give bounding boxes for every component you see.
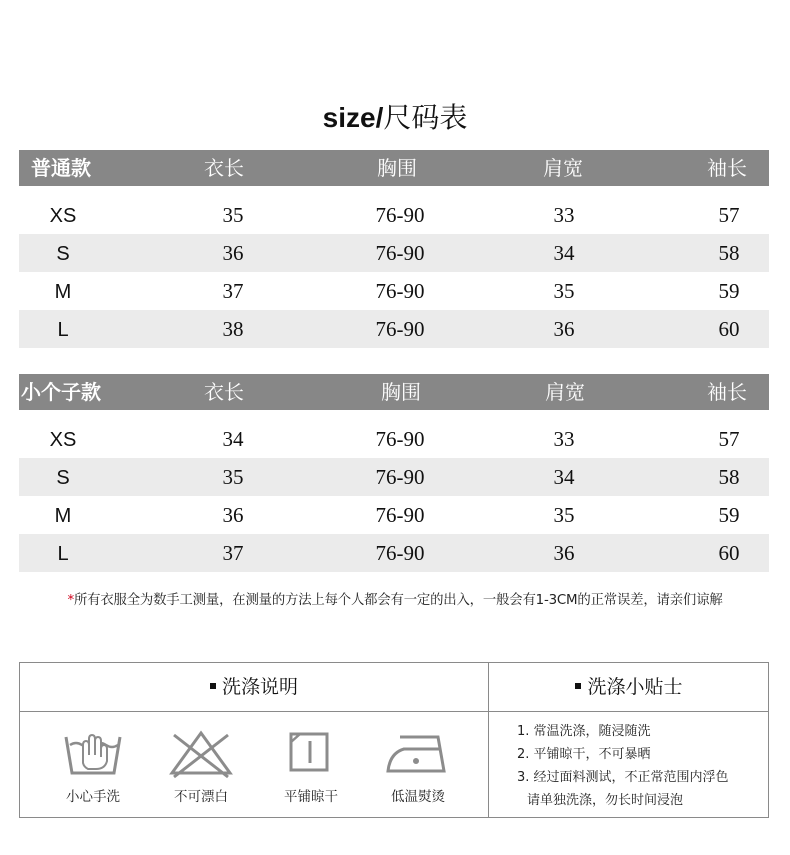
square-bullet-icon xyxy=(575,683,581,689)
length-value: 37 xyxy=(222,279,244,303)
shoulder-value: 36 xyxy=(553,541,575,565)
square-bullet-icon xyxy=(210,683,216,689)
size-label: M xyxy=(54,505,72,527)
table-row xyxy=(19,534,769,572)
size-label: L xyxy=(57,319,69,341)
list-item: 1. 常温洗涤，随浸随洗 xyxy=(517,724,651,739)
length-value: 35 xyxy=(222,465,244,489)
size-label: S xyxy=(56,243,70,265)
wash-instructions-header: 洗涤说明 xyxy=(20,663,488,711)
length-value: 36 xyxy=(222,241,244,265)
table-row xyxy=(19,310,769,348)
size-label: S xyxy=(56,467,70,489)
length-value: 37 xyxy=(222,541,244,565)
dry-flat-icon xyxy=(274,727,344,779)
shoulder-value: 36 xyxy=(553,317,575,341)
length-value: 38 xyxy=(222,317,244,341)
sleeve-value: 59 xyxy=(718,279,740,303)
size-label: XS xyxy=(49,429,77,451)
table-header xyxy=(19,150,769,186)
chest-value: 76-90 xyxy=(375,279,425,303)
list-item: 3. 经过面料测试，不正常范围内浮色 xyxy=(517,770,729,785)
shoulder-value: 35 xyxy=(553,503,575,527)
length-value: 35 xyxy=(222,203,244,227)
low-iron-icon xyxy=(382,727,452,779)
col-sleeve: 袖长 xyxy=(707,156,747,180)
wash-tips-header: 洗涤小贴士 xyxy=(489,663,769,711)
col-chest: 胸围 xyxy=(377,156,417,180)
title-cn: 尺码表 xyxy=(383,101,468,134)
col-shoulder: 肩宽 xyxy=(545,380,585,404)
table-row xyxy=(19,458,769,496)
table-row xyxy=(19,420,769,458)
col-length: 衣长 xyxy=(204,380,244,404)
chest-value: 76-90 xyxy=(375,427,425,451)
hand-wash-icon xyxy=(58,727,128,779)
no-bleach-icon xyxy=(166,727,236,779)
table-name: 普通款 xyxy=(31,156,91,180)
col-chest: 胸围 xyxy=(381,380,421,404)
page-title xyxy=(0,98,790,138)
length-value: 34 xyxy=(222,427,244,451)
table-row xyxy=(19,234,769,272)
shoulder-value: 33 xyxy=(553,203,575,227)
title-slash: / xyxy=(375,102,384,133)
sleeve-value: 59 xyxy=(718,503,740,527)
note-star: * xyxy=(67,593,74,608)
size-label: M xyxy=(54,281,72,303)
table-name: 小个子款 xyxy=(21,380,101,404)
table-row xyxy=(19,196,769,234)
size-label: L xyxy=(57,543,69,565)
title-en: size xyxy=(322,102,376,133)
divider xyxy=(20,711,768,712)
sleeve-value: 58 xyxy=(718,241,740,265)
note-text: 所有衣服全为数手工测量，在测量的方法上每个人都会有一定的出入，一般会有1-3CM的正常误差，请亲们谅解 xyxy=(73,593,723,608)
table-header xyxy=(19,374,769,410)
size-table-regular xyxy=(19,150,769,348)
wash-tips-list xyxy=(517,720,729,812)
shoulder-value: 35 xyxy=(553,279,575,303)
length-value: 36 xyxy=(222,503,244,527)
list-item: 2. 平铺晾干，不可暴晒 xyxy=(517,747,651,762)
chest-value: 76-90 xyxy=(375,465,425,489)
shoulder-value: 33 xyxy=(553,427,575,451)
table-row xyxy=(19,496,769,534)
sleeve-value: 60 xyxy=(718,541,740,565)
chest-value: 76-90 xyxy=(375,541,425,565)
sleeve-value: 57 xyxy=(718,427,740,451)
sleeve-value: 60 xyxy=(718,317,740,341)
list-item: 请单独洗涤，勿长时间浸泡 xyxy=(527,793,684,808)
chest-value: 76-90 xyxy=(375,203,425,227)
col-sleeve: 袖长 xyxy=(707,380,747,404)
shoulder-value: 34 xyxy=(553,241,575,265)
icon-label: 低温熨烫 xyxy=(391,789,445,805)
icon-label: 平铺晾干 xyxy=(284,789,338,805)
table-row xyxy=(19,272,769,310)
size-table-petite xyxy=(19,374,769,572)
col-length: 衣长 xyxy=(204,156,244,180)
sleeve-value: 57 xyxy=(718,203,740,227)
icon-label: 不可漂白 xyxy=(174,789,228,805)
measurement-note xyxy=(0,589,790,608)
size-label: XS xyxy=(49,205,77,227)
chest-value: 76-90 xyxy=(375,503,425,527)
icon-label: 小心手洗 xyxy=(66,789,120,805)
shoulder-value: 34 xyxy=(553,465,575,489)
sleeve-value: 58 xyxy=(718,465,740,489)
chest-value: 76-90 xyxy=(375,317,425,341)
col-shoulder: 肩宽 xyxy=(543,156,583,180)
chest-value: 76-90 xyxy=(375,241,425,265)
